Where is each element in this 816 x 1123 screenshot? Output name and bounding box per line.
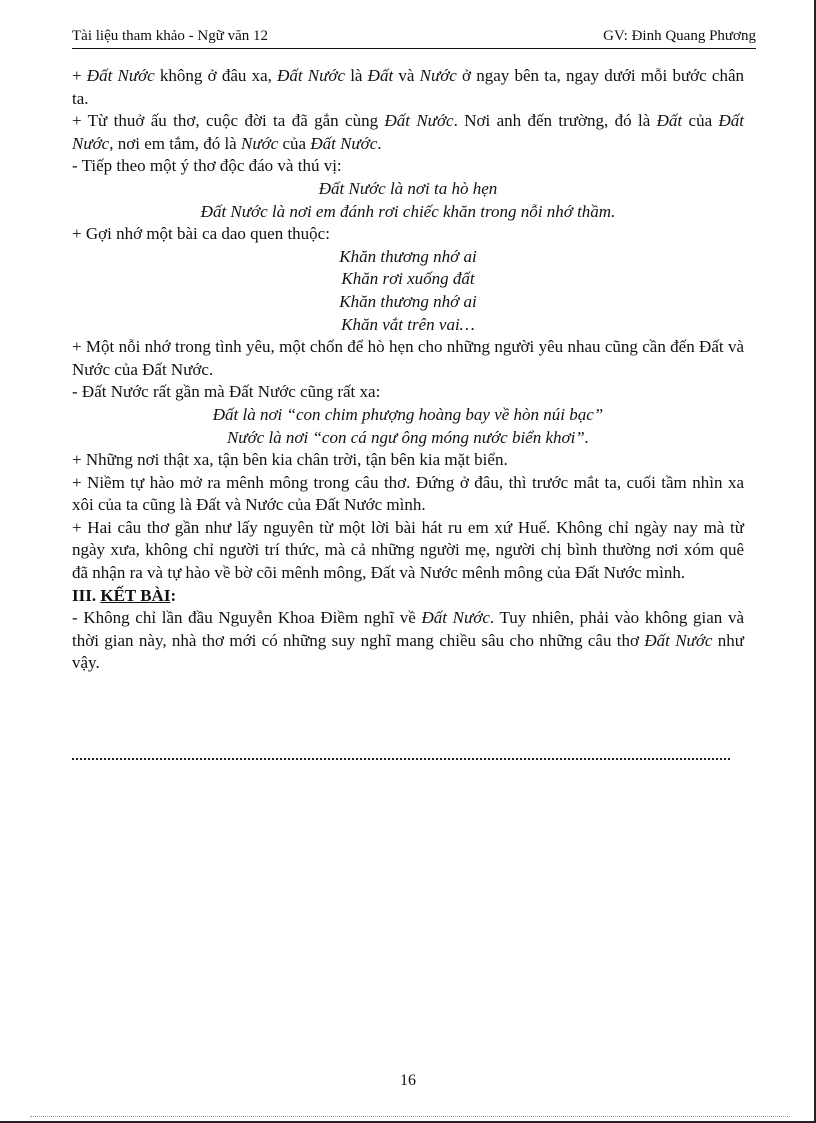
- paragraph: + Gợi nhớ một bài ca dao quen thuộc:: [72, 224, 330, 244]
- verse-line: Đất là nơi “con chim phượng hoàng bay về hòn núi bạc”: [212, 404, 604, 424]
- header-right: GV: Đinh Quang Phương: [603, 28, 756, 44]
- paragraph: - Tiếp theo một ý thơ độc đáo và thú vị:: [72, 156, 342, 176]
- paragraph: + Những nơi thật xa, tận bên kia chân trời, tận bên kia mặt biển.: [72, 450, 508, 470]
- verse-line: Nước là nơi “con cá ngư ông móng nước biển khơi”.: [226, 427, 590, 447]
- paragraph: + Đất Nước không ở đâu xa, Đất Nước là Đất và Nước ở ngay bên ta, ngay dưới mỗi bước chân ta.: [72, 66, 745, 108]
- paragraph: - Đất Nước rất gần mà Đất Nước cũng rất xa:: [72, 382, 381, 402]
- document-body: [72, 65, 744, 675]
- verse-line: Khăn thương nhớ ai: [339, 246, 477, 266]
- section-heading: III. KẾT BÀI:: [72, 585, 177, 605]
- bottom-rule: [30, 1116, 790, 1117]
- paragraph: + Hai câu thơ gần như lấy nguyên từ một lời bài hát ru em xứ Huế. Không chỉ ngày nay mà từ ngày xưa, không chỉ người trí thức, mà cả những người mẹ, người chị bình thường nơi xóm quê đã nhận ra và tự hào về bờ cõi mênh mông, Đất và Nước mênh mông của Đất Nước mình.: [72, 517, 744, 583]
- paragraph: + Niềm tự hào mở ra mênh mông trong câu thơ. Đứng ở đâu, thì trước mắt ta, cuối tầm nhìn xa xôi của ta cũng là Đất và Nước của Đất Nước mình.: [72, 472, 744, 515]
- verse-line: Khăn rơi xuống đất: [341, 269, 475, 289]
- verse-line: Đất Nước là nơi ta hò hẹn: [318, 178, 498, 198]
- verse-line: Khăn vắt trên vai…: [341, 314, 475, 334]
- paragraph: + Một nỗi nhớ trong tình yêu, một chốn để hò hẹn cho những người yêu nhau cũng cần đến Đất và Nước của Đất Nước.: [72, 337, 744, 379]
- dotted-separator: [72, 758, 730, 760]
- page-number: 16: [400, 1072, 416, 1089]
- verse-line: Đất Nước là nơi em đánh rơi chiếc khăn trong nỗi nhớ thầm.: [200, 201, 616, 221]
- verse-line: Khăn thương nhớ ai: [339, 291, 477, 311]
- header-left: Tài liệu tham khảo - Ngữ văn 12: [72, 28, 268, 44]
- page-header: [72, 26, 756, 49]
- paragraph: - Không chỉ lần đầu Nguyễn Khoa Điềm nghĩ về Đất Nước. Tuy nhiên, phải vào không gian và thời gian này, nhà thơ mới có những suy nghĩ mang chiều sâu cho những câu thơ Đất Nước như vậy.: [72, 608, 744, 673]
- paragraph: + Từ thuở ấu thơ, cuộc đời ta đã gắn cùng Đất Nước. Nơi anh đến trường, đó là Đất của Đất Nước, nơi em tắm, đó là Nước của Đất Nước.: [72, 111, 745, 153]
